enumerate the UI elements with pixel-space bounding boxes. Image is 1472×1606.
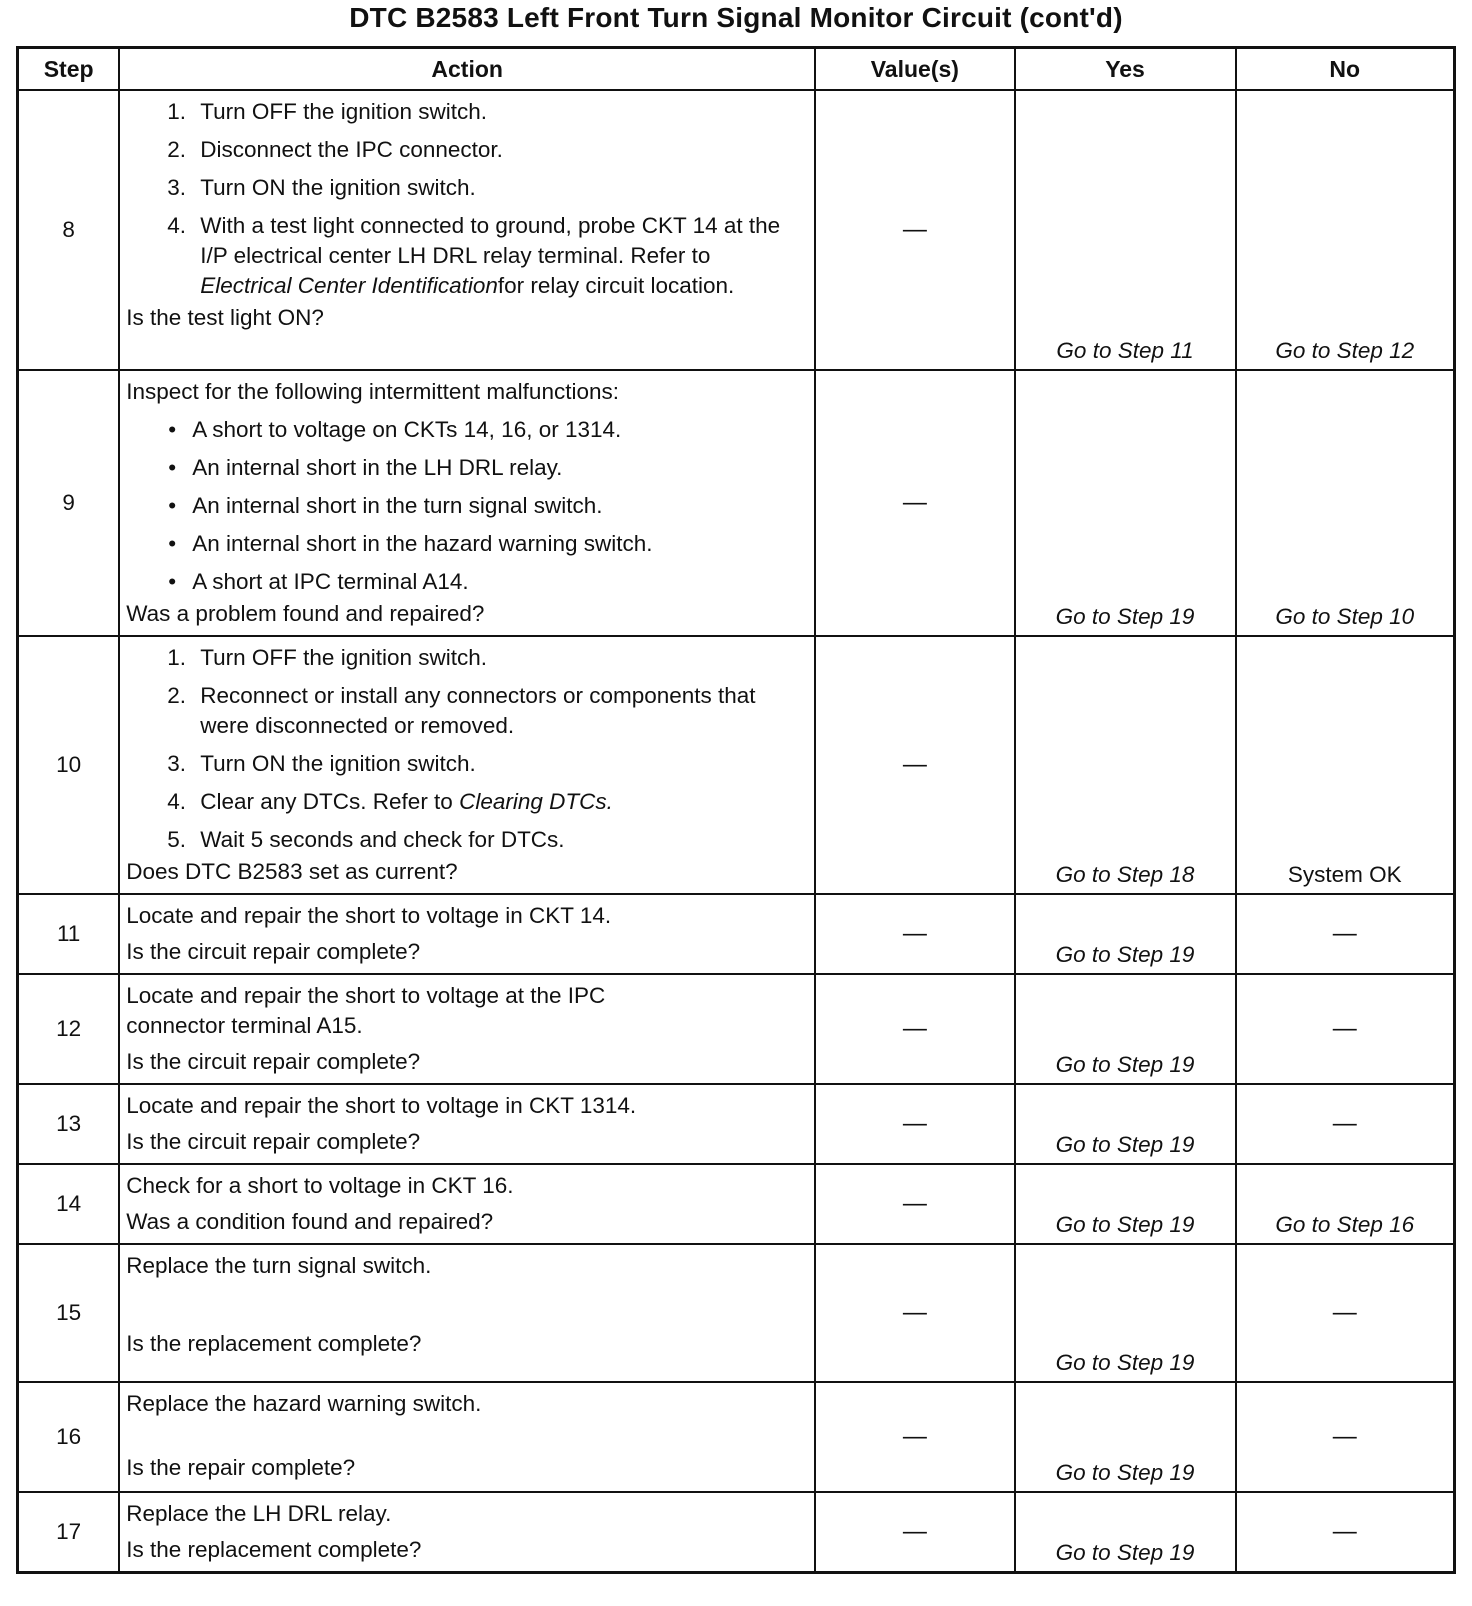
action-item: 3. Turn ON the ignition switch.	[192, 173, 806, 203]
step-question: Is the circuit repair complete?	[126, 939, 421, 964]
action-cell	[119, 974, 815, 1084]
table-row-step-11	[18, 894, 1455, 974]
value-cell: —	[815, 1492, 1014, 1573]
step-question: Is the circuit repair complete?	[126, 1129, 421, 1154]
step-question: Was a condition found and repaired?	[126, 1209, 494, 1234]
step-question: Is the replacement complete?	[126, 1331, 422, 1356]
no-cell: Go to Step 16	[1236, 1164, 1455, 1244]
action-item: 1. Turn OFF the ignition switch.	[192, 643, 806, 673]
action-text: Locate and repair the short to voltage at the IPC connector terminal A15.	[126, 983, 606, 1038]
table-row-step-14	[18, 1164, 1455, 1244]
no-cell: Go to Step 10	[1236, 370, 1455, 636]
value-cell: —	[815, 90, 1014, 370]
bullet-item: • An internal short in the LH DRL relay.	[192, 453, 806, 483]
no-cell: —	[1236, 1492, 1455, 1573]
step-question: Is the replacement complete?	[126, 1537, 422, 1562]
action-text: Replace the LH DRL relay.	[126, 1501, 392, 1526]
reference-link-text: Clearing DTCs.	[459, 789, 613, 814]
action-item: 1. Turn OFF the ignition switch.	[192, 97, 806, 127]
step-question: Is the circuit repair complete?	[126, 1049, 421, 1074]
no-cell: System OK	[1236, 636, 1455, 894]
table-row-step-17	[18, 1492, 1455, 1573]
step-number: 17	[18, 1492, 120, 1573]
action-text: Check for a short to voltage in CKT 16.	[126, 1173, 514, 1198]
action-text: for relay circuit location.	[497, 273, 735, 298]
step-number: 9	[18, 370, 120, 636]
yes-cell: Go to Step 11	[1015, 90, 1236, 370]
no-cell: Go to Step 12	[1236, 90, 1455, 370]
no-cell: —	[1236, 974, 1455, 1084]
bullet-item: • An internal short in the hazard warning switch.	[192, 529, 806, 559]
bullet-item: • A short at IPC terminal A14.	[192, 567, 806, 597]
action-text: Locate and repair the short to voltage in CKT 14.	[126, 903, 612, 928]
yes-cell: Go to Step 19	[1015, 974, 1236, 1084]
no-cell: —	[1236, 894, 1455, 974]
step-number: 15	[18, 1244, 120, 1382]
action-cell	[119, 90, 815, 370]
step-question: Is the test light ON?	[126, 305, 324, 330]
step-number: 10	[18, 636, 120, 894]
action-cell	[119, 1492, 815, 1573]
action-cell	[119, 370, 815, 636]
step-number: 11	[18, 894, 120, 974]
action-cell	[119, 1164, 815, 1244]
step-question: Was a problem found and repaired?	[126, 601, 485, 626]
table-row-step-8	[18, 90, 1455, 370]
yes-cell: Go to Step 19	[1015, 1382, 1236, 1492]
yes-cell: Go to Step 18	[1015, 636, 1236, 894]
action-item: 2. Disconnect the IPC connector.	[192, 135, 806, 165]
reference-link-text: Electrical Center Identification	[200, 273, 498, 298]
bullet-item: • A short to voltage on CKTs 14, 16, or 1314.	[192, 415, 806, 445]
action-intro: Inspect for the following intermittent malfunctions:	[126, 379, 619, 404]
page-title: DTC B2583 Left Front Turn Signal Monitor Circuit (cont'd)	[349, 2, 1123, 33]
action-text: Locate and repair the short to voltage in CKT 1314.	[126, 1093, 637, 1118]
step-number: 16	[18, 1382, 120, 1492]
step-question: Does DTC B2583 set as current?	[126, 859, 458, 884]
yes-cell: Go to Step 19	[1015, 370, 1236, 636]
value-cell: —	[815, 1164, 1014, 1244]
spacer	[126, 1419, 806, 1453]
table-row-step-13	[18, 1084, 1455, 1164]
yes-cell: Go to Step 19	[1015, 1492, 1236, 1573]
no-cell: —	[1236, 1244, 1455, 1382]
diagnostic-table	[16, 46, 1456, 1574]
action-item: 3. Turn ON the ignition switch.	[192, 749, 806, 779]
action-cell	[119, 1244, 815, 1382]
action-cell	[119, 1382, 815, 1492]
action-item: 2. Reconnect or install any connectors or components that were disconnected or removed.	[192, 681, 806, 741]
header-yes: Yes	[1015, 48, 1236, 91]
action-item: 5. Wait 5 seconds and check for DTCs.	[192, 825, 806, 855]
action-text: Clear any DTCs. Refer to	[200, 789, 460, 814]
header-step: Step	[18, 48, 120, 91]
step-number: 8	[18, 90, 120, 370]
action-item	[192, 787, 806, 817]
yes-cell: Go to Step 19	[1015, 1244, 1236, 1382]
action-cell	[119, 1084, 815, 1164]
header-values: Value(s)	[815, 48, 1014, 91]
action-text: With a test light connected to ground, probe CKT 14 at the I/P electrical center LH DRL relay terminal. Refer to	[200, 213, 781, 268]
action-text: Replace the turn signal switch.	[126, 1253, 432, 1278]
step-question: Is the repair complete?	[126, 1455, 356, 1480]
step-number: 14	[18, 1164, 120, 1244]
no-cell: —	[1236, 1382, 1455, 1492]
value-cell: —	[815, 370, 1014, 636]
header-action: Action	[119, 48, 815, 91]
header-row	[18, 48, 1455, 91]
step-number: 13	[18, 1084, 120, 1164]
table-row-step-10	[18, 636, 1455, 894]
bullet-item: • An internal short in the turn signal switch.	[192, 491, 806, 521]
yes-cell: Go to Step 19	[1015, 1084, 1236, 1164]
value-cell: —	[815, 1244, 1014, 1382]
spacer	[126, 1281, 806, 1329]
yes-cell: Go to Step 19	[1015, 894, 1236, 974]
value-cell: —	[815, 974, 1014, 1084]
no-cell: —	[1236, 1084, 1455, 1164]
value-cell: —	[815, 1084, 1014, 1164]
header-no: No	[1236, 48, 1455, 91]
table-row-step-15	[18, 1244, 1455, 1382]
value-cell: —	[815, 636, 1014, 894]
yes-cell: Go to Step 19	[1015, 1164, 1236, 1244]
step-number: 12	[18, 974, 120, 1084]
action-text: Replace the hazard warning switch.	[126, 1391, 482, 1416]
table-row-step-12	[18, 974, 1455, 1084]
action-item	[192, 211, 806, 301]
table-row-step-16	[18, 1382, 1455, 1492]
value-cell: —	[815, 894, 1014, 974]
action-cell	[119, 636, 815, 894]
table-row-step-9	[18, 370, 1455, 636]
value-cell: —	[815, 1382, 1014, 1492]
action-cell	[119, 894, 815, 974]
